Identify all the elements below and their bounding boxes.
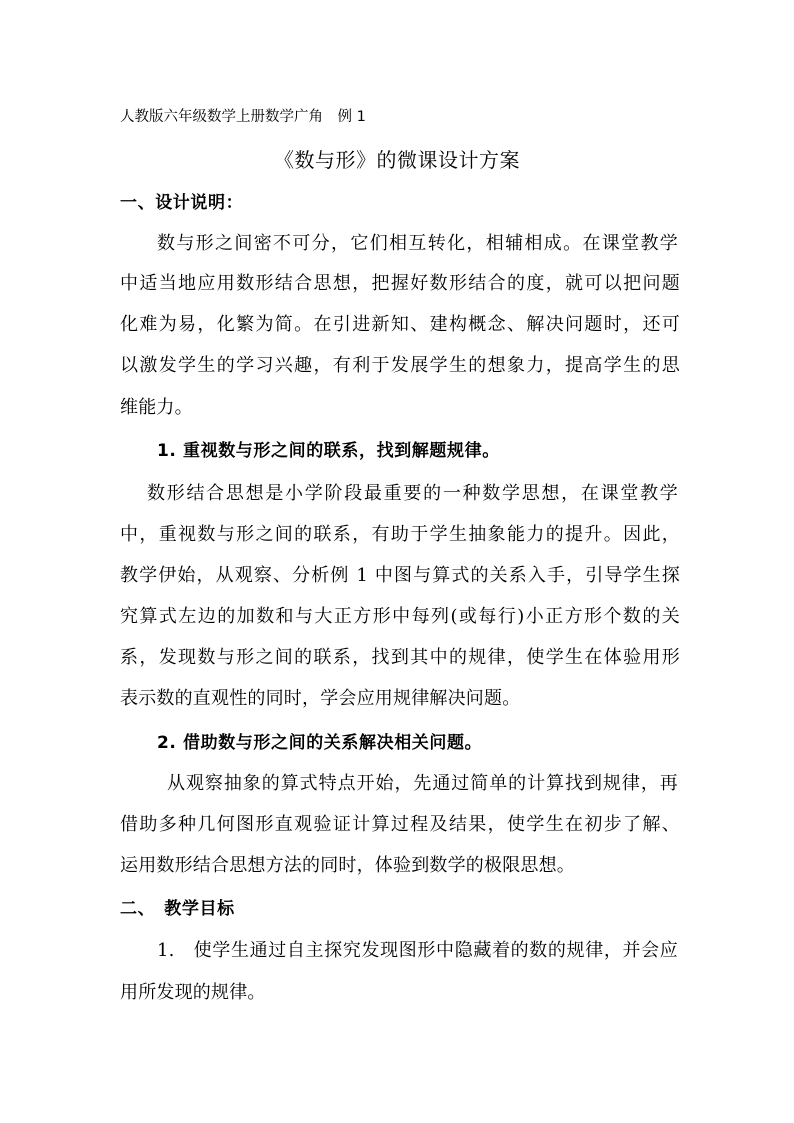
intro-line-5: 维能力。 — [120, 397, 193, 418]
document-header: 人教版六年级数学上册数学广角 例 1 — [120, 109, 366, 125]
goal-1-line-1: 1. 使学生通过自主探究发现图形中隐藏着的数的规律，并会应 — [157, 940, 678, 961]
document-title: 《数与形》的微课设计方案 — [274, 148, 520, 172]
point-1-line-2: 中，重视数与形之间的联系，有助于学生抽象能力的提升。因此， — [120, 524, 680, 545]
section-2-heading: 二、 教学目标 — [120, 899, 235, 919]
point-1-line-5: 系，发现数与形之间的联系，找到其中的规律，使学生在体验用形 — [120, 647, 680, 668]
intro-line-1: 数与形之间密不可分，它们相互转化，相辅相成。在课堂教学 — [157, 233, 678, 254]
point-1-heading: 1. 重视数与形之间的联系，找到解题规律。 — [157, 441, 500, 461]
point-2-line-1: 从观察抽象的算式特点开始，先通过简单的计算找到规律，再 — [167, 773, 678, 794]
point-1-line-3: 教学伊始，从观察、分析例 1 中图与算式的关系入手，引导学生探 — [120, 565, 680, 586]
point-2-heading: 2. 借助数与形之间的关系解决相关问题。 — [157, 733, 483, 753]
point-1-line-4: 究算式左边的加数和与大正方形中每列(或每行)小正方形个数的关 — [120, 606, 680, 627]
intro-line-4: 以激发学生的学习兴趣，有利于发展学生的想象力，提高学生的思 — [120, 355, 680, 376]
section-1-heading: 一、设计说明： — [120, 193, 244, 213]
point-1-line-6: 表示数的直观性的同时，学会应用规律解决问题。 — [120, 688, 521, 709]
goal-1-line-2: 用所发现的规律。 — [120, 982, 266, 1003]
intro-line-2: 中适当地应用数形结合思想，把握好数形结合的度，就可以把问题 — [120, 273, 680, 294]
point-2-line-3: 运用数形结合思想方法的同时，体验到数学的极限思想。 — [120, 855, 575, 876]
point-1-line-1: 数形结合思想是小学阶段最重要的一种数学思想，在课堂教学 — [147, 483, 678, 504]
intro-line-3: 化难为易，化繁为简。在引进新知、建构概念、解决问题时，还可 — [120, 314, 680, 335]
point-2-line-2: 借助多种几何图形直观验证计算过程及结果，使学生在初步了解、 — [120, 814, 680, 835]
